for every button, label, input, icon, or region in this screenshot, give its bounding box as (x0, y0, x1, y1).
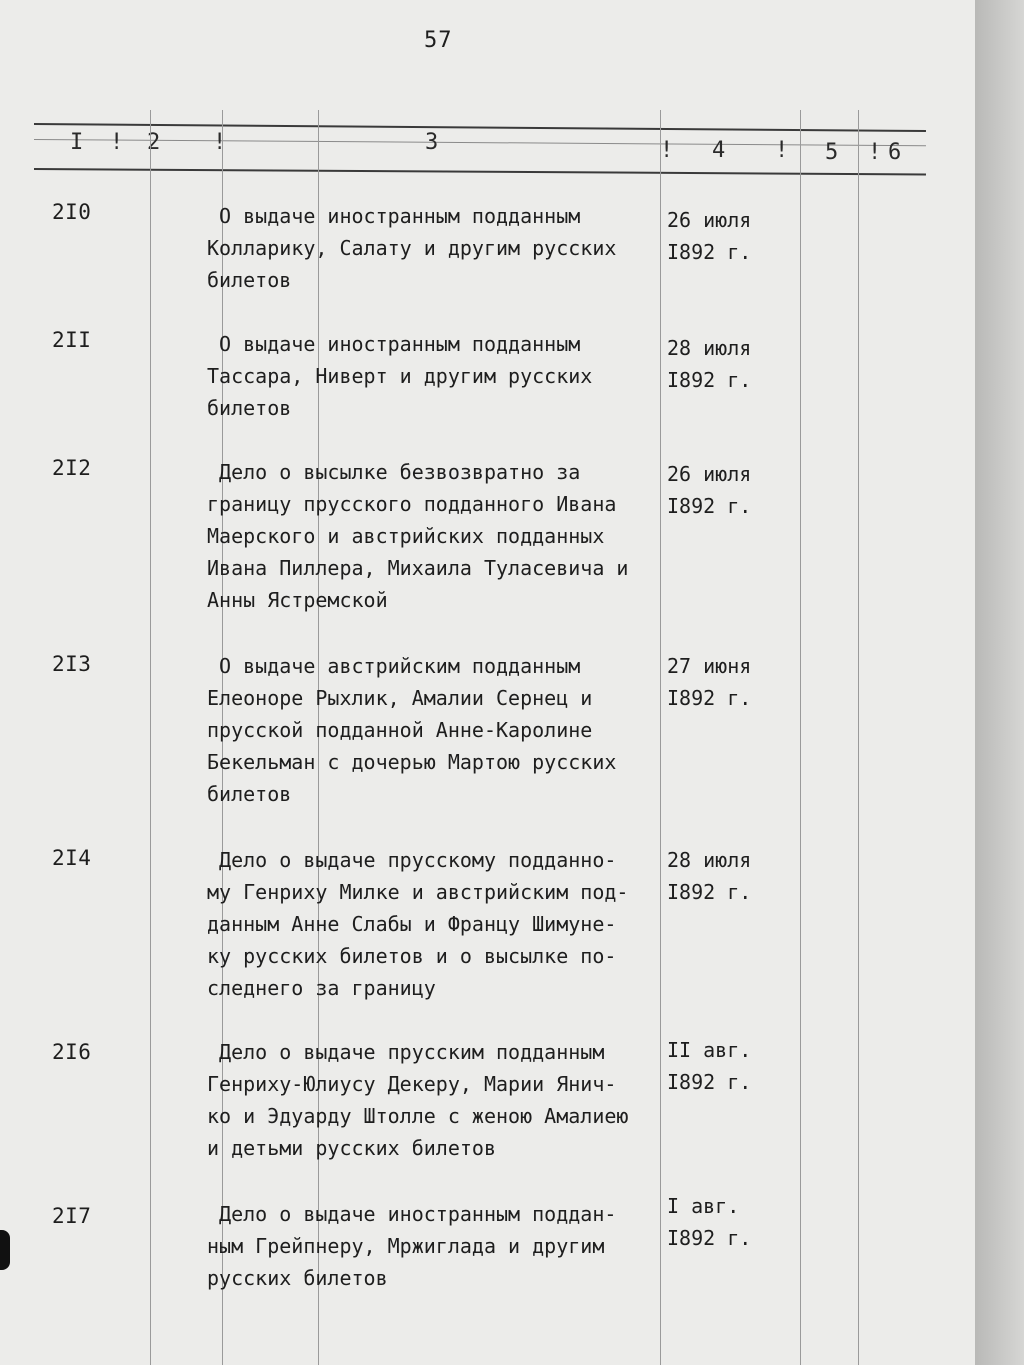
entry-number: 2I0 (52, 200, 92, 224)
entry-date: 26 июля I892 г. (667, 462, 752, 518)
binding-clip (0, 1230, 10, 1270)
header-col-2: 2 (147, 130, 161, 155)
header-col-1: I (70, 130, 84, 155)
entry-description: Дело о выдаче прусскому подданно- му Генриху Милке и австрийским под- данным Анне Слабы и Францу Шимуне- ку русских билетов и о высылке по- следнего за границу (207, 848, 629, 1000)
entry-description: О выдаче иностранным подданным Тассара, Ниверт и другим русских билетов (207, 332, 593, 420)
page-number: 57 (424, 28, 453, 53)
column-divider (800, 110, 801, 1365)
entry-description: О выдаче австрийским подданным Елеоноре Рыхлик, Амалии Сернец и прусской подданной Анне-Каролине Бекельман с дочерью Мартою русских билетов (207, 654, 617, 806)
entry-date: 28 июля I892 г. (667, 848, 752, 904)
entry-description: Дело о высылке безвозвратно за границу прусского подданного Ивана Маерского и австрийских подданных Ивана Пиллера, Михаила Туласевича и Анны Ястремской (207, 460, 629, 612)
entry-date: 28 июля I892 г. (667, 336, 752, 392)
column-divider (150, 110, 151, 1365)
entry-number: 2I7 (52, 1204, 92, 1228)
entry-number: 2II (52, 328, 92, 352)
table-bottom-rule (34, 168, 926, 175)
header-col-6: 6 (888, 140, 902, 165)
header-col-4: 4 (712, 138, 726, 163)
page-edge-shadow (975, 0, 1024, 1365)
table-top-rule (34, 123, 926, 132)
entry-number: 2I2 (52, 456, 92, 480)
entry-number: 2I4 (52, 846, 92, 870)
header-col-5: 5 (825, 140, 839, 165)
entry-date: II авг. I892 г. (667, 1038, 752, 1094)
header-sep-5: ! (868, 140, 882, 165)
header-sep-1: ! (110, 130, 124, 155)
entry-description: О выдаче иностранным подданным Колларику, Салату и другим русских билетов (207, 204, 617, 292)
table-header-rule (34, 139, 926, 146)
header-sep-2: ! (213, 130, 227, 155)
entry-date: 27 июня I892 г. (667, 654, 752, 710)
entry-number: 2I3 (52, 652, 92, 676)
entry-date: 26 июля I892 г. (667, 208, 752, 264)
header-sep-4: ! (775, 138, 789, 163)
entry-date: I авг. I892 г. (667, 1194, 752, 1250)
entry-description: Дело о выдаче прусским подданным Генриху-Юлиусу Декеру, Марии Янич- ко и Эдуарду Штолле с женою Амалиею и детьми русских билетов (207, 1040, 629, 1160)
column-divider (858, 110, 859, 1365)
header-sep-3: ! (660, 138, 674, 163)
entry-number: 2I6 (52, 1040, 92, 1064)
entry-description: Дело о выдаче иностранным поддан- ным Грейпнеру, Мржиглада и другим русских билетов (207, 1202, 617, 1290)
header-col-3: 3 (425, 130, 439, 155)
